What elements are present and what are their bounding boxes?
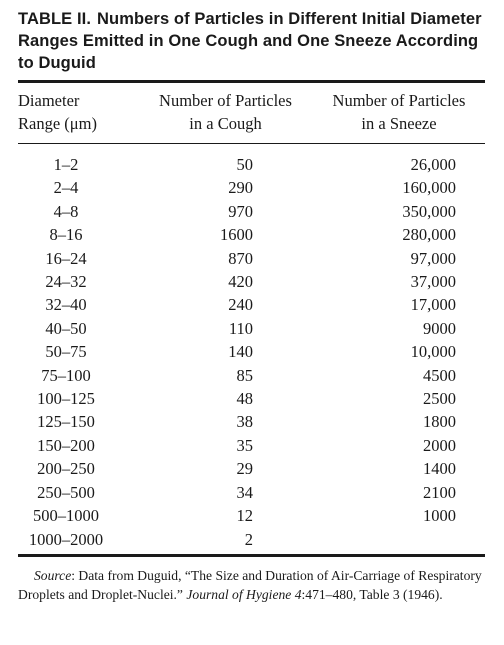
document-page	[18, 8, 485, 604]
header-sneeze-sub: in a Sneeze	[361, 114, 437, 133]
source-journal: Journal of Hygiene 4	[186, 586, 302, 602]
cell-range: 125–150	[37, 412, 95, 432]
cell-cough: 85	[236, 365, 253, 385]
table-row	[18, 317, 485, 340]
cell-cough: 110	[228, 318, 253, 338]
cell-cough: 240	[228, 295, 253, 315]
cell-sneeze: 2000	[423, 435, 456, 455]
cell-sneeze: 26,000	[410, 155, 456, 174]
cell-range: 16–24	[45, 248, 87, 268]
cell-range: 1–2	[53, 155, 79, 174]
cell-sneeze: 280,000	[402, 225, 456, 245]
table-row	[18, 434, 485, 457]
table-row	[18, 457, 485, 480]
table-row	[18, 200, 485, 223]
table-row	[18, 270, 485, 293]
cell-sneeze: 37,000	[410, 272, 456, 292]
cell-cough: 870	[228, 248, 253, 268]
cell-cough: 420	[228, 272, 253, 292]
table-title	[18, 8, 485, 74]
cell-cough: 38	[236, 412, 253, 432]
cell-range: 2–4	[53, 178, 79, 198]
cell-sneeze: 1400	[423, 459, 456, 479]
source-text: : Data from Duguid, “The Size and Duration of Air-Carriage of Respiratory Droplets and Droplet-Nuclei.”	[18, 567, 482, 602]
table-row	[18, 410, 485, 433]
cell-cough: 140	[228, 342, 253, 362]
table-row	[18, 340, 485, 363]
table-row	[18, 144, 485, 176]
header-sneeze: Number of Particles	[332, 91, 466, 110]
table-header	[18, 83, 485, 144]
cell-sneeze	[313, 528, 485, 554]
source-note	[18, 566, 485, 604]
table-label: TABLE II.	[18, 10, 92, 28]
cell-range: 50–75	[45, 342, 87, 362]
cell-sneeze: 2100	[423, 482, 456, 502]
table-row	[18, 247, 485, 270]
cell-cough: 970	[228, 201, 253, 221]
cell-cough: 29	[236, 459, 253, 479]
cell-sneeze: 1800	[423, 412, 456, 432]
cell-range: 250–500	[37, 482, 95, 502]
cell-range: 100–125	[37, 389, 95, 409]
source-text-end: :471–480, Table 3 (1946).	[301, 586, 443, 602]
cell-sneeze: 2500	[423, 389, 456, 409]
cell-range: 200–250	[37, 459, 95, 479]
bottom-rule	[18, 554, 485, 557]
header-diameter-sub: Range (μm)	[18, 114, 97, 133]
source-label: Source	[34, 567, 72, 583]
table-row	[18, 504, 485, 527]
cell-cough: 290	[228, 178, 253, 198]
cell-range: 24–32	[45, 272, 87, 292]
cell-sneeze: 10,000	[410, 342, 456, 362]
cell-sneeze: 4500	[423, 365, 456, 385]
cell-sneeze: 97,000	[410, 248, 456, 268]
cell-cough: 50	[236, 155, 253, 174]
table-title-text: Numbers of Particles in Different Initial Diameter Ranges Emitted in One Cough and One Sneeze According to Duguid	[18, 10, 482, 72]
header-cough: Number of Particles	[159, 91, 292, 110]
cell-range: 8–16	[49, 225, 83, 245]
cell-cough: 2	[244, 529, 253, 549]
cell-cough: 12	[236, 506, 253, 526]
table-body	[18, 144, 485, 554]
cell-cough: 48	[236, 389, 253, 409]
cell-cough: 35	[236, 435, 253, 455]
cell-range: 1000–2000	[28, 529, 104, 549]
cell-cough: 34	[236, 482, 253, 502]
table-row	[18, 481, 485, 504]
cell-cough: 1600	[220, 225, 253, 245]
table-row	[18, 364, 485, 387]
table-row	[18, 387, 485, 410]
particle-table	[18, 83, 485, 554]
cell-range: 4–8	[53, 201, 79, 221]
cell-range: 150–200	[37, 435, 95, 455]
table-row	[18, 293, 485, 316]
table-row	[18, 528, 485, 554]
cell-sneeze: 160,000	[402, 178, 456, 198]
cell-range: 75–100	[41, 365, 91, 385]
table-row	[18, 176, 485, 199]
cell-sneeze: 17,000	[410, 295, 456, 315]
cell-sneeze: 9000	[423, 318, 456, 338]
header-diameter: Diameter	[18, 91, 80, 110]
cell-range: 32–40	[45, 295, 87, 315]
cell-sneeze: 1000	[423, 506, 456, 526]
table-row	[18, 223, 485, 246]
cell-range: 40–50	[45, 318, 87, 338]
header-cough-sub: in a Cough	[189, 114, 262, 133]
cell-sneeze: 350,000	[402, 201, 456, 221]
cell-range: 500–1000	[33, 506, 99, 526]
